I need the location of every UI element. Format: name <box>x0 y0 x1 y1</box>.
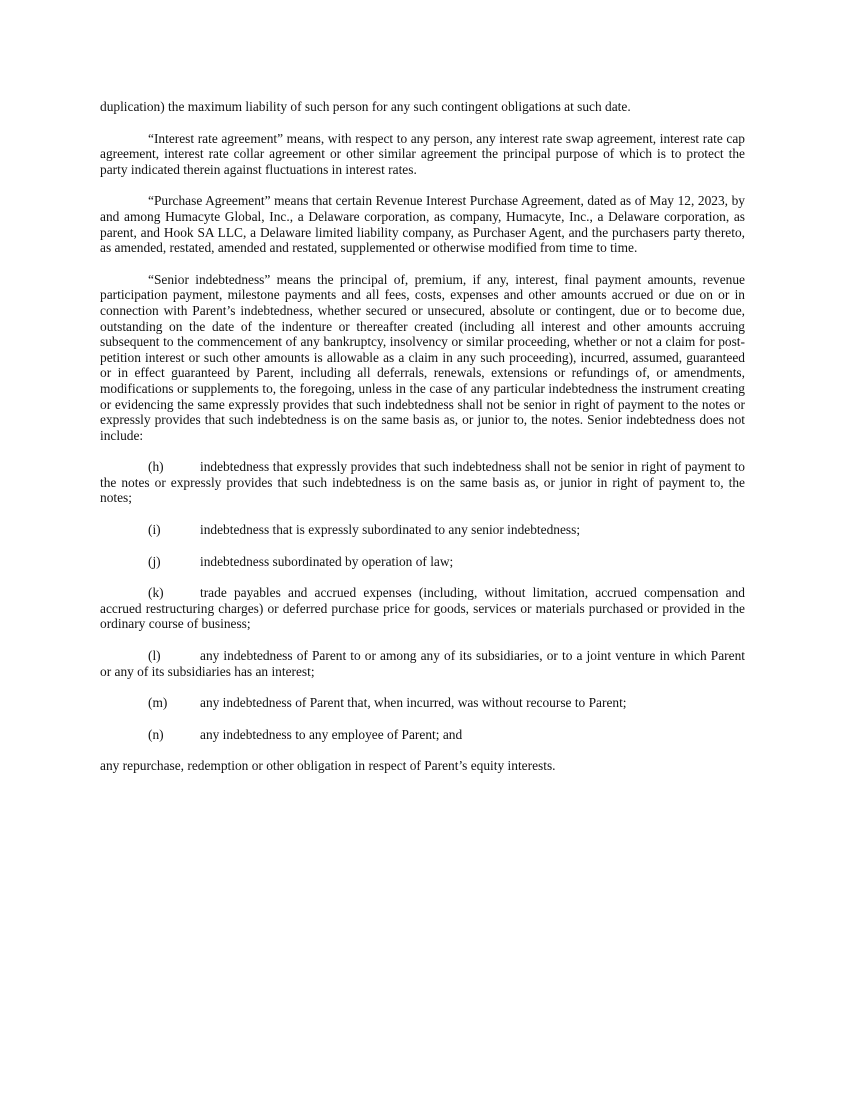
paragraph-equity-interests: any repurchase, redemption or other obligation in respect of Parent’s equity interests. <box>100 758 556 774</box>
list-marker: (n) <box>148 726 164 742</box>
list-item-i <box>100 522 745 538</box>
paragraph-contingent-obligations: duplication) the maximum liability of such person for any such contingent obligations at such date. <box>100 99 631 114</box>
paragraph-purchase-agreement: “Purchase Agreement” means that certain Revenue Interest Purchase Agreement, dated as of May 12, 2023, by and among Humacyte Global, Inc., a Delaware corporation, as company, Humacyte, Inc., a Delaware corporation, as parent, and Hook SA LLC, a Delaware limited liability company, as Purchaser Agent, and the purchasers party thereto, as amended, restated, amended and restated, supplemented or otherwise modified from time to time. <box>100 193 745 256</box>
list-marker: (l) <box>148 648 161 664</box>
list-item-l <box>100 648 745 679</box>
list-item-text: any indebtedness to any employee of Parent; and <box>200 726 463 742</box>
list-item-text: trade payables and accrued expenses (including, without limitation, accrued compensation and accrued restructuring charges) or deferred purchase price for goods, services or materials purchased or provided in the ordinary course of business; <box>100 585 745 632</box>
list-item-j <box>100 554 745 570</box>
list-marker: (k) <box>148 585 164 601</box>
list-marker: (j) <box>148 553 161 569</box>
list-item-text: indebtedness that is expressly subordinated to any senior indebtedness; <box>200 522 581 538</box>
list-item-m <box>100 695 745 711</box>
list-marker: (i) <box>148 522 161 538</box>
list-item-h <box>100 459 745 506</box>
list-item-n <box>100 727 745 743</box>
paragraph-interest-rate-agreement: “Interest rate agreement” means, with respect to any person, any interest rate swap agreement, interest rate cap agreement, interest rate collar agreement or other similar agreement the principal purpose of which is to protect the party indicated therein against fluctuations in interest rates. <box>100 130 745 177</box>
document-page <box>100 99 745 790</box>
list-marker: (m) <box>148 695 168 711</box>
paragraph-senior-indebtedness: “Senior indebtedness” means the principal of, premium, if any, interest, final payment amounts, revenue participation payment, milestone payments and all fees, costs, expenses and other amounts accrued or due on or in connection with Parent’s indebtedness, whether secured or unsecured, absolute or contingent, due or to become due, outstanding on the date of the indenture or thereafter created (including all interest and other amounts accruing subsequent to the commencement of any bankruptcy, insolvency or similar proceeding, whether or not a claim for post-petition interest or such other amounts is allowable as a claim in any such proceeding), incurred, assumed, guaranteed or in effect guaranteed by Parent, including all deferrals, renewals, extensions or refundings of, or amendments, modifications or supplements to, the foregoing, unless in the case of any particular indebtedness the instrument creating or evidencing the same expressly provides that such indebtedness shall not be senior in right of payment to the notes or expressly provides that such indebtedness is on the same basis as, or junior to, the notes. Senior indebtedness does not include: <box>100 271 745 443</box>
list-marker: (h) <box>148 459 164 475</box>
list-item-text: any indebtedness of Parent that, when incurred, was without recourse to Parent; <box>200 695 627 711</box>
list-item-text: indebtedness that expressly provides that such indebtedness shall not be senior in right of payment to the notes or expressly provides that such indebtedness is on the same basis as, or junior in right of payment to, the notes; <box>100 459 745 506</box>
list-item-k <box>100 585 745 632</box>
list-item-text: any indebtedness of Parent to or among any of its subsidiaries, or to a joint venture in which Parent or any of its subsidiaries has an interest; <box>100 648 745 679</box>
list-item-text: indebtedness subordinated by operation of law; <box>200 553 454 569</box>
